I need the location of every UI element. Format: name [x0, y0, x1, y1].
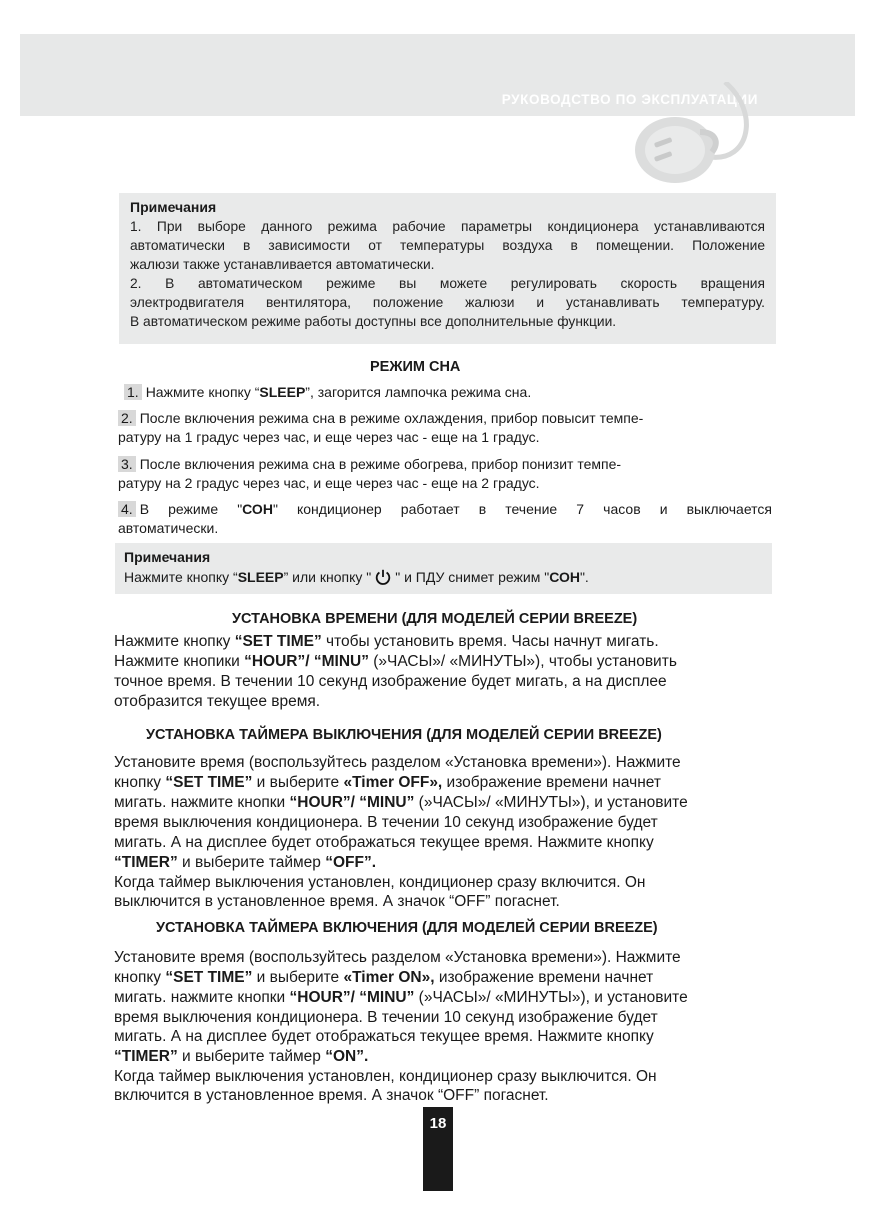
body-line: “TIMER” и выберите таймер “ON”.: [114, 1048, 369, 1065]
body-line: точное время. В течении 10 секунд изображение будет мигать, а на дисплее: [114, 673, 667, 690]
body-line: мигать. нажмите кнопки “HOUR”/ “MINU” (»ЧАСЫ»/ «МИНУТЫ»), и установите: [114, 989, 688, 1006]
body-line: отобразится текущее время.: [114, 693, 321, 710]
sleep-step-3-cont: ратуру на 2 градус через час, и еще через час - еще на 2 градус.: [118, 475, 540, 491]
step-number: 2.: [118, 410, 136, 426]
body-line: мигать. нажмите кнопки “HOUR”/ “MINU” (»ЧАСЫ»/ «МИНУТЫ»), и установите: [114, 794, 688, 811]
note-box: [119, 193, 776, 344]
body-line: Установите время (воспользуйтесь разделом «Установка времени»). Нажмите: [114, 754, 681, 771]
note-text: Нажмите кнопку “SLEEP” или кнопку " " и ПДУ снимет режим "СОН".: [124, 569, 589, 585]
section-title-time: УСТАНОВКА ВРЕМЕНИ (ДЛЯ МОДЕЛЕЙ СЕРИИ BREEZE): [232, 611, 638, 627]
step-number: 1.: [124, 384, 142, 400]
body-line: выключится в установленное время. А значок “OFF” погаснет.: [114, 893, 560, 910]
body-line: Нажмите кнопку “SET TIME” чтобы установить время. Часы начнут мигать.: [114, 633, 659, 650]
body-line: Установите время (воспользуйтесь разделом «Установка времени»). Нажмите: [114, 949, 681, 966]
note-title: Примечания: [130, 199, 217, 215]
note-box: [115, 543, 772, 594]
body-line: мигать. А на дисплее будет отображаться текущее время. Нажмите кнопку: [114, 1028, 654, 1045]
body-line: “TIMER” и выберите таймер “OFF”.: [114, 854, 377, 871]
body-line: мигать. А на дисплее будет отображаться текущее время. Нажмите кнопку: [114, 834, 654, 851]
section-title-timer-off: УСТАНОВКА ТАЙМЕРА ВЫКЛЮЧЕНИЯ (ДЛЯ МОДЕЛЕЙ СЕРИИ BREEZE): [146, 727, 662, 743]
body-line: Когда таймер выключения установлен, кондиционер сразу выключится. Он: [114, 1068, 657, 1085]
note-line: 1. При выборе данного режима рабочие параметры кондиционера устанавливаются: [130, 219, 765, 234]
body-line: кнопку “SET TIME” и выберите «Timer OFF», изображение времени начнет: [114, 774, 661, 791]
sleep-step-2: 2. После включения режима сна в режиме охлаждения, прибор повысит темпе-: [118, 409, 643, 427]
page-number: 18: [429, 1115, 447, 1132]
sleep-step-4-cont: автоматически.: [118, 520, 219, 536]
note-line: электродвигателя вентилятора, положение жалюзи и устанавливать температуру.: [130, 295, 765, 310]
sleep-step-4: 4. В режиме "СОН" кондиционер работает в течение 7 часов и выключается: [118, 500, 772, 518]
body-line: Когда таймер выключения установлен, кондиционер сразу включится. Он: [114, 874, 646, 891]
body-line: время выключения кондиционера. В течении 10 секунд изображение будет: [114, 1009, 658, 1026]
sleep-step-3: 3. После включения режима сна в режиме обогрева, прибор понизит темпе-: [118, 455, 621, 473]
section-title-sleep: РЕЖИМ СНА: [370, 359, 461, 375]
body-line: Нажмите кнопики “HOUR”/ “MINU” (»ЧАСЫ»/ «МИНУТЫ»), чтобы установить: [114, 653, 677, 670]
step-number: 3.: [118, 456, 136, 472]
header-title: РУКОВОДСТВО ПО ЭКСПЛУАТАЦИИ: [501, 92, 758, 107]
plug-icon: [630, 82, 750, 192]
power-icon: [374, 568, 392, 586]
sleep-step-2-cont: ратуру на 1 градус через час, и еще через час - еще на 1 градус.: [118, 429, 540, 445]
note-line: автоматически в зависимости от температуры воздуха в помещении. Положение: [130, 238, 765, 253]
note-line: жалюзи также устанавливается автоматически.: [130, 257, 435, 272]
body-line: включится в установленное время. А значок “OFF” погаснет.: [114, 1087, 549, 1104]
page-number-tab: [423, 1107, 453, 1191]
note-line: В автоматическом режиме работы доступны все дополнительные функции.: [130, 314, 617, 329]
sleep-step-1: 1. Нажмите кнопку “SLEEP”, загорится лампочка режима сна.: [124, 383, 531, 401]
note-line: 2. В автоматическом режиме вы можете регулировать скорость вращения: [130, 276, 765, 291]
section-title-timer-on: УСТАНОВКА ТАЙМЕРА ВКЛЮЧЕНИЯ (ДЛЯ МОДЕЛЕЙ СЕРИИ BREEZE): [156, 920, 658, 936]
note-title: Примечания: [124, 549, 211, 565]
body-line: кнопку “SET TIME” и выберите «Timer ON», изображение времени начнет: [114, 969, 654, 986]
body-line: время выключения кондиционера. В течении 10 секунд изображение будет: [114, 814, 658, 831]
step-number: 4.: [118, 501, 136, 517]
